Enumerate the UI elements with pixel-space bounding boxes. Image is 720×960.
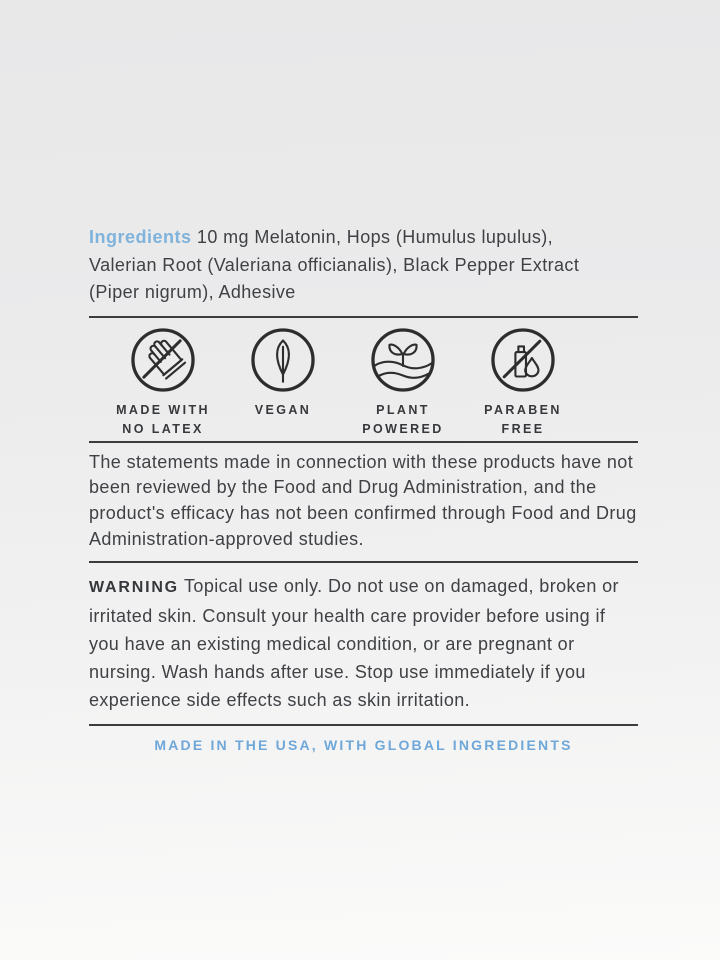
ingredients-section bbox=[89, 224, 638, 307]
label-content bbox=[89, 224, 638, 753]
warning-section: WARNING Topical use only. Do not use on damaged, broken or irritated skin. Consult your health care provider before using if you have an existing medical condition, or are pregnant or nursing. Wash hands after use. Stop use immediately if you experience side effects such as skin irritation. bbox=[89, 572, 638, 714]
ingredients-line bbox=[89, 224, 638, 252]
ingredients-heading: Ingredients bbox=[89, 227, 192, 247]
badge-label: MADE WITH NO LATEX bbox=[116, 402, 210, 436]
badge-label: PARABEN FREE bbox=[484, 402, 562, 436]
warning-heading: WARNING bbox=[89, 578, 179, 596]
divider bbox=[89, 724, 638, 726]
badge-label: VEGAN bbox=[254, 402, 312, 417]
paraben-free-bottle-icon bbox=[490, 327, 556, 393]
warning-line bbox=[89, 572, 638, 602]
divider bbox=[89, 316, 638, 318]
plant-powered-sprout-icon bbox=[370, 327, 436, 393]
ingredients-text: 10 mg Melatonin, Hops (Humulus lupulus), bbox=[196, 227, 554, 247]
no-latex-glove-icon bbox=[130, 327, 196, 393]
vegan-leaf-icon bbox=[250, 327, 316, 393]
ingredients-line: Valerian Root (Valeriana officianalis), Black Pepper Extract bbox=[89, 254, 580, 275]
divider bbox=[89, 441, 638, 443]
ingredients-line: (Piper nigrum), Adhesive bbox=[89, 282, 296, 302]
warning-text: Topical use only. Do not use on damaged, broken or bbox=[184, 575, 619, 596]
badge-vegan bbox=[223, 327, 343, 439]
badge-paraben-free bbox=[463, 327, 583, 439]
divider bbox=[89, 561, 638, 563]
badge-no-latex bbox=[103, 327, 223, 439]
badge-label: PLANT POWERED bbox=[362, 402, 444, 436]
fda-disclaimer: The statements made in connection with these products have not been reviewed by the Food and Drug Administration, and the product's efficacy has not been confirmed through Food and Drug Administration-approved studies. bbox=[89, 451, 637, 549]
badge-plant-powered bbox=[343, 327, 463, 439]
certification-badges-row bbox=[103, 327, 638, 439]
origin-note: MADE IN THE USA, WITH GLOBAL INGREDIENTS bbox=[154, 736, 573, 753]
